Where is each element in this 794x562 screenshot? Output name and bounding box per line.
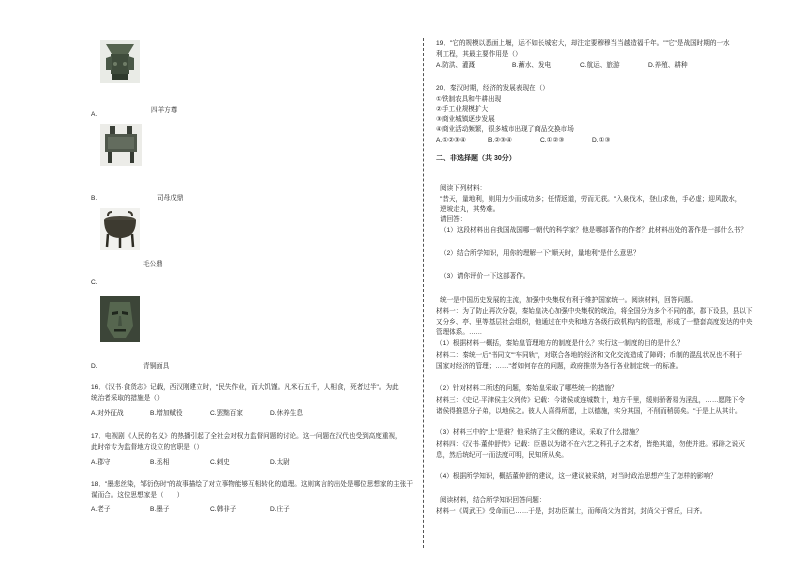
q17-option-d[interactable]: D.太尉 — [270, 459, 290, 466]
q19-option-a[interactable]: A.防洪、灌溉 — [436, 62, 476, 69]
option-letter-a: A. — [91, 111, 98, 118]
q22-material2-line1: 材料二：秦统一后"书同文""车同轨"，对联合各地的经济和文化交流造成了障碍；币制的混乱状况也不利于 — [436, 352, 743, 359]
q21-line1: 阅读下列材料： — [440, 185, 487, 192]
q18-stem-line1: 18．"墨悲丝染，邹衍伤时"的故事描绘了对立事物能够互相转化的道理。这则寓言的出处是哪位思想家的主张干 — [91, 481, 413, 488]
q18-option-d[interactable]: D.庄子 — [270, 506, 290, 513]
q16-stem-line2: 统治者采取的措施是（） — [91, 395, 164, 402]
q19-option-b[interactable]: B.蓄水、发电 — [512, 62, 552, 69]
q20-option-b[interactable]: B.②③④ — [488, 137, 512, 144]
q22-subquestion-4: （4）根据所学知识，概括董仲舒的建议，这一建议被采纳，对当时政治思想产生了怎样的影响？ — [436, 473, 717, 480]
q19-option-c[interactable]: C.航运、旅游 — [580, 62, 620, 69]
q17-stem-line2: 此时帝专为监督地方设立的官职是（） — [91, 444, 204, 451]
q17-option-b[interactable]: B.丞相 — [150, 459, 170, 466]
q21-subquestion-3: （3）请你评价一下这部著作。 — [440, 273, 530, 280]
q20-item-2: ②手工业规模扩大 — [436, 106, 489, 113]
q23-line2: 材料一《周武王》受命而已……于是，封功臣谋士，而师尚父为首封，封尚父于营丘，曰齐。 — [436, 508, 707, 515]
bronze-mask-image — [100, 296, 140, 342]
q20-item-3: ③商业城镇逐步发展 — [436, 116, 495, 123]
q22-line1: 统一是中国历史发展的主流，加强中央集权有利于维护国家统一。阅读材料，回答问题。 — [440, 297, 698, 304]
q22-subquestion-3: （3）材料三中的"上"是谁？他采纳了主父偃的建议，采取了什么措施？ — [436, 429, 643, 436]
q23-line1: 阅读材料，结合所学知识回答问题： — [440, 497, 546, 504]
option-letter-d: D. — [91, 363, 98, 370]
q21-line4: 请回答： — [440, 216, 467, 223]
q22-material4-line2: 息，然后统纪可一而法度可明，民知所从矣。 — [436, 452, 568, 459]
q18-option-a[interactable]: A.老子 — [91, 506, 111, 513]
q22-subquestion-1: （1）根据材料一概括，秦始皇管理地方的制度是什么？实行这一制度的目的是什么？ — [436, 340, 684, 347]
bronze-zun-image — [100, 40, 140, 83]
bronze-round-ding-image — [100, 208, 140, 250]
q16-option-c[interactable]: C.罢黜百家 — [210, 410, 243, 417]
q22-material2-line2: 国家对经济的管理；……"者如何存在的问题，政府推崇为各行各业制定统一的标准。 — [436, 363, 683, 370]
q16-option-b[interactable]: B.增加赋役 — [150, 410, 183, 417]
q20-option-d[interactable]: D.①③ — [592, 137, 611, 144]
bronze-name-a: 四羊方尊 — [151, 107, 178, 114]
q19-stem-line2: 利工程，其最主要作用是（） — [436, 51, 522, 58]
q20-stem: 20．秦汉时期，经济的发展表现在（） — [436, 85, 549, 92]
q16-option-d[interactable]: D.休养生息 — [270, 410, 303, 417]
q16-option-a[interactable]: A.对外征战 — [91, 410, 124, 417]
q21-line2: "昔天，量地利，则用力少而成功多；任情返道，劳而无获。"入泉伐木，登山求鱼，手必虚；迎风散水， — [440, 196, 742, 203]
q22-line2: 材料一：为了防止再次分裂，秦始皇决心加强中央集权的统治，将全国分为多个不同的郡，郡下设县，县以下 — [436, 308, 753, 315]
q22-material3-line2: 诸侯得推恩分子弟，以地侯之。彼人人喜得所愿，上以德施，实分其国，不削而稍弱矣。"于是上从其计。 — [436, 408, 742, 415]
q21-subquestion-1: （1）这段材料出自我国战国哪一朝代的科学家？他是哪部著作的作者？此材料出处的著作是一部什么书？ — [440, 227, 747, 234]
bronze-ding-image — [100, 124, 142, 166]
bronze-name-c: 毛公鼎 — [143, 261, 163, 268]
q20-option-c[interactable]: C.①②③ — [540, 137, 565, 144]
q22-material4-line1: 材料四：《汉书·董仲舒传》记载：臣愚以为诸不在六艺之科孔子之术者，皆绝其道，勿使并进。邪辟之说灭 — [436, 441, 745, 448]
bronze-name-d: 青铜面具 — [143, 363, 170, 370]
option-letter-b: B. — [91, 195, 98, 202]
q18-stem-line2: 谋而合。这位思想家是（ ） — [91, 492, 184, 499]
q22-line3: 又分乡、亭、里等基层社会组织，他通过在中央和地方各级行政机构内的管理，形成了一整套高度发达的中央 — [436, 319, 753, 326]
q17-stem-line1: 17．电视剧《人民的名义》的热播引起了全社会对权力监督问题的讨论。这一问题在汉代也受到高度重视， — [91, 433, 402, 440]
bronze-name-b: 司母戊鼎 — [157, 195, 184, 202]
option-letter-c: C. — [91, 279, 98, 286]
right-column — [428, 0, 794, 562]
q17-option-a[interactable]: A.郡守 — [91, 459, 111, 466]
q18-option-c[interactable]: C.韩非子 — [210, 506, 237, 513]
q17-option-c[interactable]: C.刺史 — [210, 459, 230, 466]
q18-option-b[interactable]: B.墨子 — [150, 506, 170, 513]
q20-item-4: ④商业活动频繁，很多城市出现了商品交换市场 — [436, 126, 574, 133]
q22-line4: 管理体系。…… — [436, 329, 483, 336]
q21-subquestion-2: （2）结合所学知识，用你的理解一下"顺天时，量地利"是什么意思？ — [440, 250, 640, 257]
q21-line3: 逆坡走丸，其势难。 — [440, 206, 500, 213]
q20-option-a[interactable]: A.①②③④ — [436, 137, 466, 144]
q19-stem-line1: 19．"它的规模以悉面上堰，运不如长城宏大，却注定要穆穆当当越造福千年。""它"是战国时期的一水 — [436, 40, 730, 47]
q22-material3-line1: 材料三：《史记·平津侯主父列传》记载：今诸侯或连城数十，地方千里，缓则骄奢易为淫乱，……愿陛下令 — [436, 397, 745, 404]
q16-stem-line1: 16．《汉书·食货志》记载，西汉刚建立时，"民失作业，而大饥馑。凡米石五千，人相食，死者过半"。为此 — [91, 384, 399, 391]
q20-item-1: ①铁制农具和牛耕出现 — [436, 96, 502, 103]
section-heading-non-choice: 二、非选择题（共 30分） — [436, 155, 516, 162]
q19-option-d[interactable]: D.养殖、耕种 — [648, 62, 688, 69]
q22-subquestion-2: （2）针对材料二所述的问题，秦始皇采取了哪些统一的措施？ — [436, 385, 618, 392]
column-divider — [423, 38, 424, 548]
